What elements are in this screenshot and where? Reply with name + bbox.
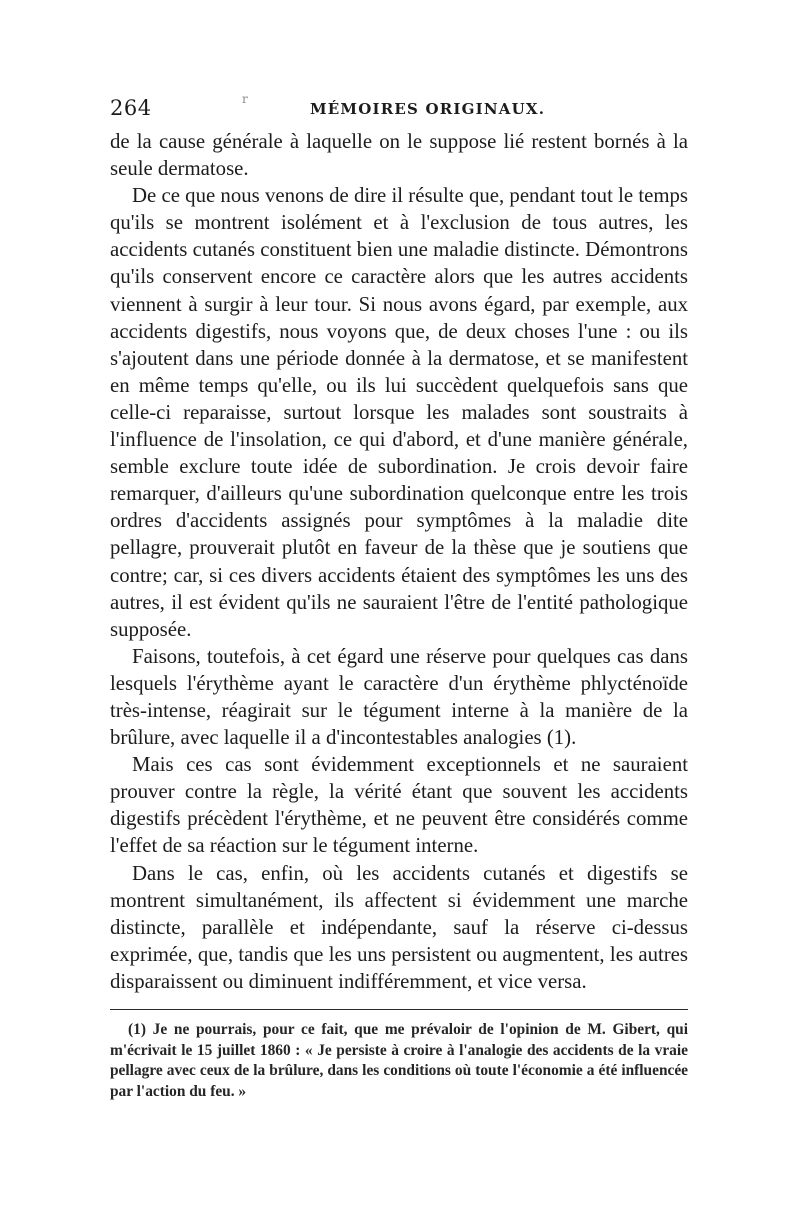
- paragraph: Dans le cas, enfin, où les accidents cutanés et digestifs se montrent simultanément, ils affectent si évidemment une marche distincte, parallèle et indépendante, sauf la réserve ci-dessus exprimée, que, tandis que les uns persistent ou augmentent, les autres disparaissent ou diminuent indifféremment, et vice versa.: [110, 861, 688, 993]
- paragraph: Faisons, toutefois, à cet égard une réserve pour quelques cas dans lesquels l'érythème ayant le caractère d'un érythème phlycténoïde très-intense, réagirait sur le tégument interne à la manière de la brûlure, avec laquelle il a d'incontestables analogies (1).: [110, 644, 688, 750]
- paragraph: Mais ces cas sont évidemment exceptionnels et ne sauraient prouver contre la règle, la vérité étant que souvent les accidents digestifs précèdent l'érythème, et ne peuvent être considérés comme l'effet de sa réaction sur le tégument interne.: [110, 753, 688, 858]
- footnote-divider: [110, 1009, 688, 1010]
- book-page: [110, 92, 688, 1102]
- page-header: [110, 92, 688, 128]
- running-title: MÉMOIRES ORIGINAUX.: [310, 100, 546, 118]
- footnote: (1) Je ne pourrais, pour ce fait, que me prévaloir de l'opinion de M. Gibert, qui m'écrivait le 15 juillet 1860 : « Je persiste à croire à l'analogie des accidents de la vraie pellagre avec ceux de la brûlure, dans les conditions où toute l'économie a été influencée par l'action du feu. »: [110, 1021, 688, 1100]
- stray-ink-mark: r: [242, 92, 248, 106]
- paragraph: De ce que nous venons de dire il résulte que, pendant tout le temps qu'ils se montrent isolément et à l'exclusion de tous autres, les accidents cutanés constituent bien une maladie distincte. Démontrons qu'ils conservent encore ce caractère alors que les autres accidents viennent à surgir à leur tour. Si nous avons égard, par exemple, aux accidents digestifs, nous voyons que, de deux choses l'une : ou ils s'ajoutent dans une période donnée à la dermatose, et se manifestent en même temps qu'elle, ou ils lui succèdent quelquefois sans que celle-ci reparaisse, surtout lorsque les malades sont soustraits à l'influence de l'insolation, ce qui d'abord, et d'une manière générale, semble exclure toute idée de subordination. Je crois devoir faire remarquer, d'ailleurs qu'une subordination quelconque entre les trois ordres d'accidents assignés pour symptômes à la maladie dite pellagre, prouverait plutôt en faveur de la thèse que je soutiens que contre; car, si ces divers accidents étaient des symptômes les uns des autres, il est évident qu'ils ne sauraient l'être de l'entité pathologique supposée.: [110, 184, 688, 641]
- body-text: [110, 128, 688, 995]
- page-number: 264: [110, 96, 152, 120]
- paragraph-continued: de la cause générale à laquelle on le suppose lié restent bornés à la seule dermatose.: [110, 130, 688, 181]
